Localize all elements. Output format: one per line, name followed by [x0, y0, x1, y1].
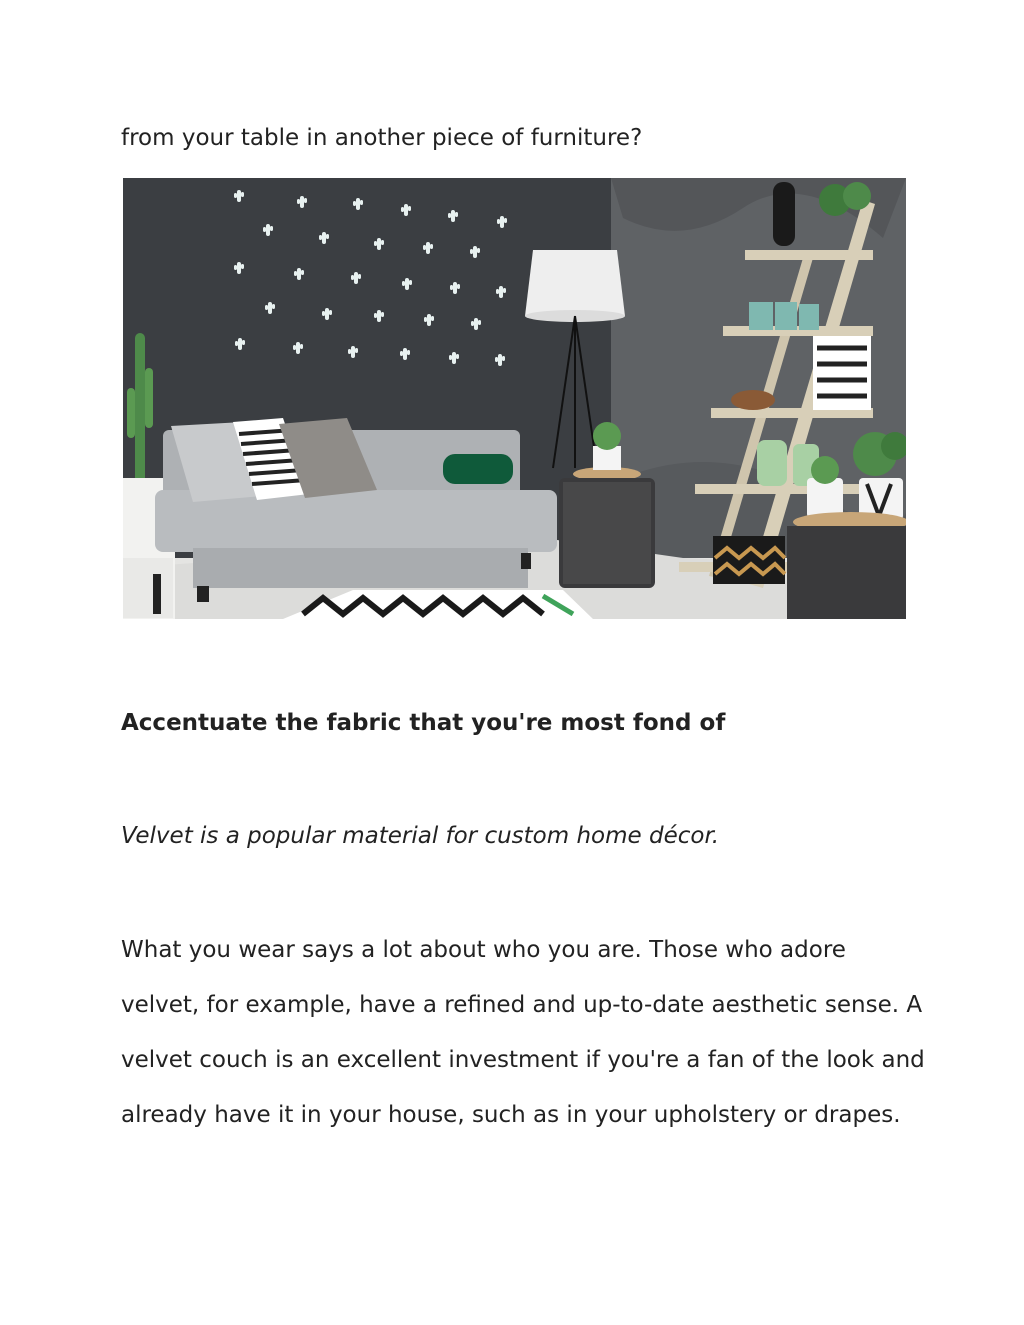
section-heading: Accentuate the fabric that you're most fond of: [121, 710, 726, 736]
paragraph-line: What you wear says a lot about who you are. Those who adore: [121, 937, 846, 963]
intro-text: from your table in another piece of furniture?: [121, 125, 643, 151]
image-caption: Velvet is a popular material for custom home décor.: [121, 823, 720, 849]
paragraph-line: velvet, for example, have a refined and up-to-date aesthetic sense. A: [121, 992, 923, 1018]
living-room-photo: [123, 178, 906, 619]
paragraph-line: already have it in your house, such as in your upholstery or drapes.: [121, 1102, 901, 1128]
paragraph-line: velvet couch is an excellent investment if you're a fan of the look and: [121, 1047, 925, 1073]
metal-side-table-right: [787, 512, 906, 619]
grey-sofa: [155, 418, 557, 602]
